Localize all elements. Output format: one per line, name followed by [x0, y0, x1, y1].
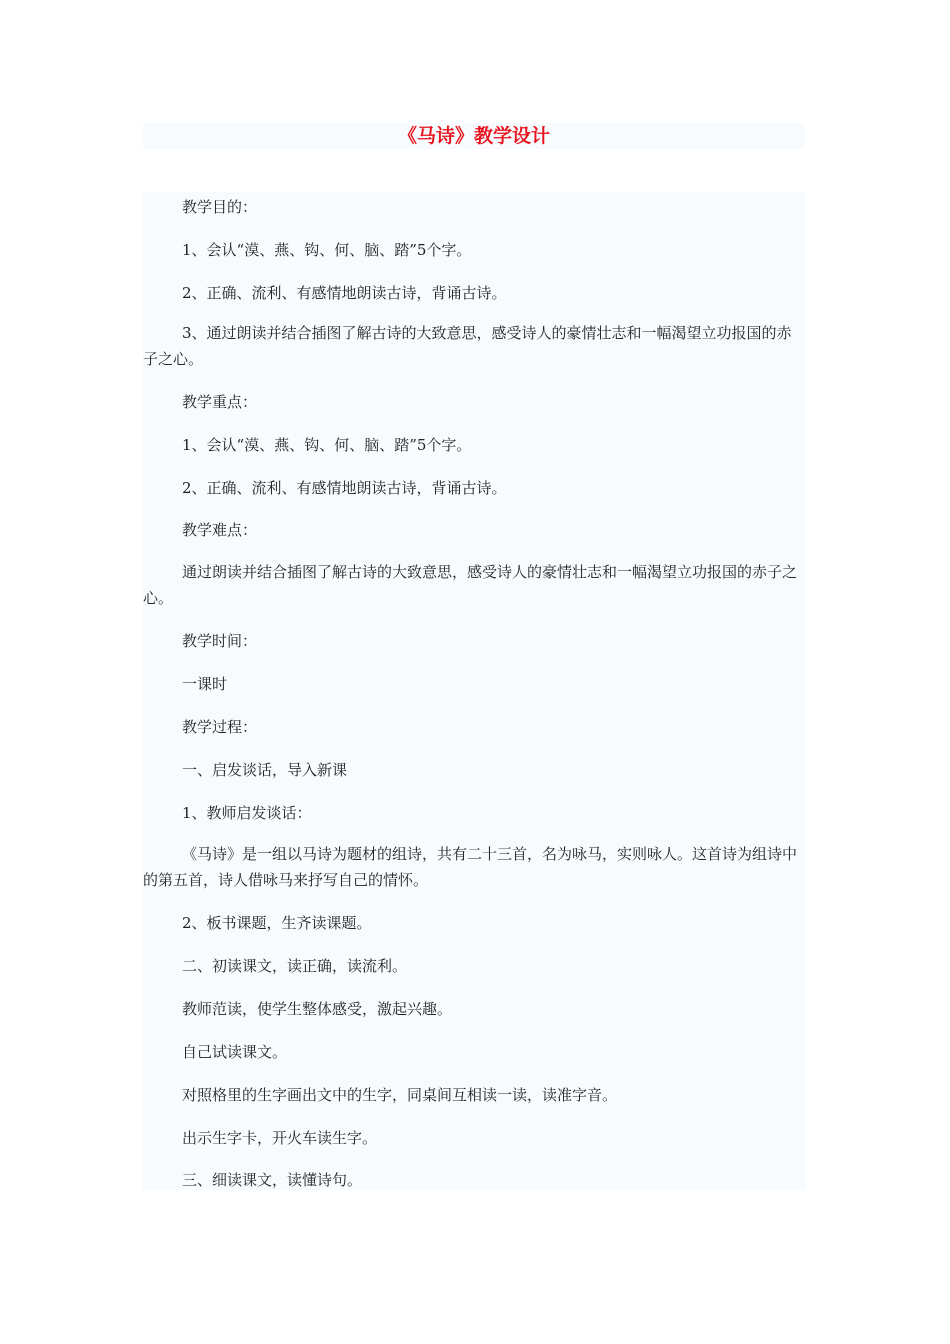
paragraph-time-heading: 教学时间：: [182, 632, 258, 650]
paragraph-difficulty: 通过朗读并结合插图了解古诗的大致意思，感受诗人的豪情壮志和一幅渴望立功报国的赤子之心。: [143, 563, 798, 607]
paragraph-process-heading: 教学过程：: [182, 718, 258, 736]
paragraph-keypoints-heading: 教学重点：: [182, 393, 258, 411]
title-bar: [143, 123, 805, 149]
paragraph-difficulties-heading: 教学难点：: [182, 521, 258, 539]
paragraph-keypoint-1: 1、会认“漠、燕、钩、何、脑、踏”5个字。: [182, 436, 472, 454]
paragraph-time-value: 一课时: [182, 675, 228, 693]
paragraph-step-2-b: 自己试读课文。: [182, 1043, 288, 1061]
paragraph-intro-text: 《马诗》是一组以马诗为题材的组诗，共有二十三首，名为咏马，实则咏人。这首诗为组诗中的第五首，诗人借咏马来抒写自己的情怀。: [143, 845, 798, 889]
document-title: 《马诗》教学设计: [397, 125, 550, 147]
paragraph-step-1-1: 1、教师启发谈话：: [182, 804, 312, 822]
paragraph-step-3: 三、细读课文，读懂诗句。: [182, 1171, 363, 1189]
paragraph-step-2-c: 对照格里的生字画出文中的生字，同桌间互相读一读，读准字音。: [182, 1086, 618, 1104]
paragraph-step-2-d: 出示生字卡，开火车读生字。: [182, 1129, 378, 1147]
paragraph-objective-2: 2、正确、流利、有感情地朗读古诗，背诵古诗。: [182, 284, 507, 302]
document-body: [143, 192, 805, 1190]
paragraph-step-2: 二、初读课文，读正确，读流利。: [182, 957, 408, 975]
paragraph-objectives-heading: 教学目的：: [182, 198, 258, 216]
paragraph-objective-1: 1、会认“漠、燕、钩、何、脑、踏”5个字。: [182, 241, 472, 259]
paragraph-keypoint-2: 2、正确、流利、有感情地朗读古诗，背诵古诗。: [182, 479, 507, 497]
paragraph-step-2-a: 教师范读，使学生整体感受，激起兴趣。: [182, 1000, 453, 1018]
paragraph-objective-3: 3、通过朗读并结合插图了解古诗的大致意思，感受诗人的豪情壮志和一幅渴望立功报国的赤子之心。: [143, 324, 792, 368]
paragraph-step-1: 一、启发谈话，导入新课: [182, 761, 348, 779]
paragraph-step-1-2: 2、板书课题，生齐读课题。: [182, 914, 372, 932]
